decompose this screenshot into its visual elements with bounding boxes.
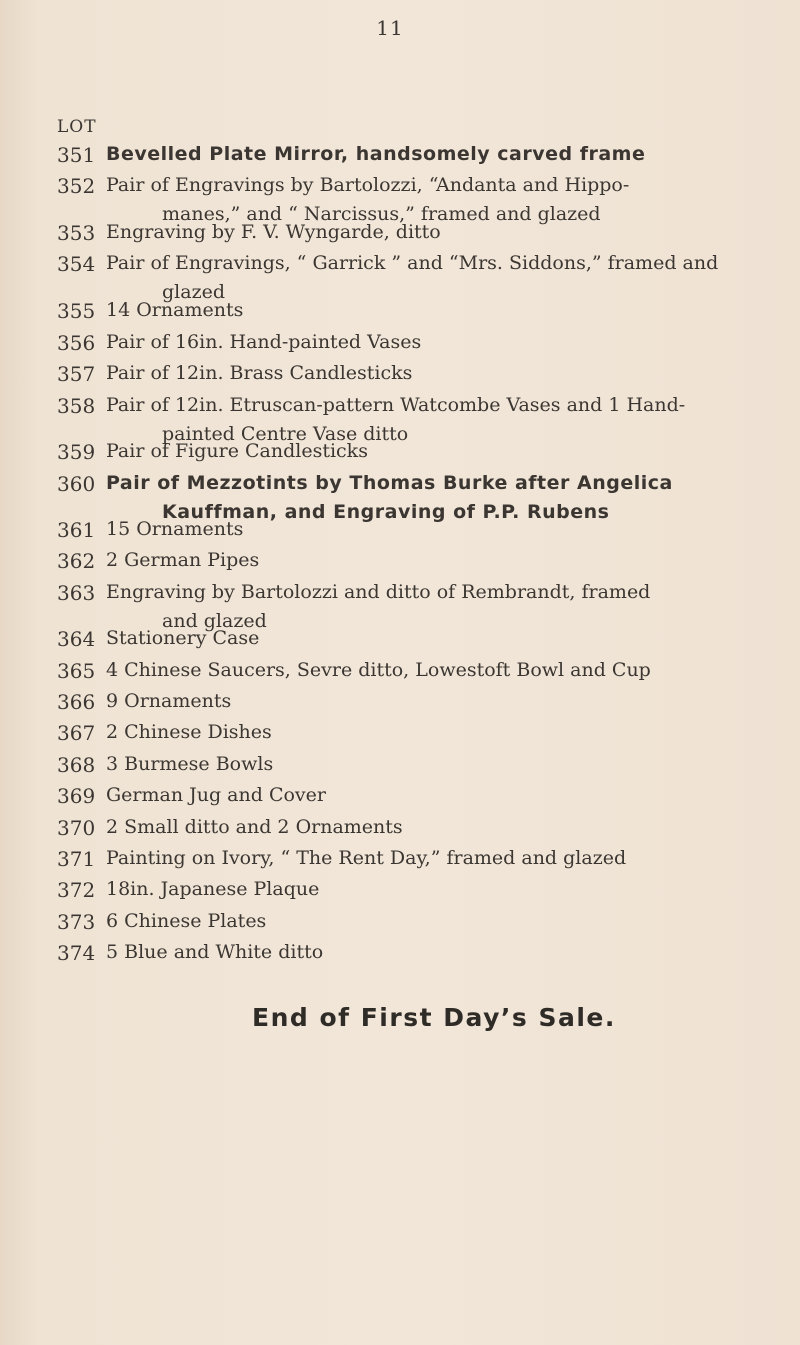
lot-number: 371 [57, 847, 96, 871]
lot-number: 370 [57, 816, 96, 840]
lot-description-line: 2 Small ditto and 2 Ornaments [106, 816, 403, 838]
lot-description-continuation: painted Centre Vase ditto [162, 423, 409, 445]
lot-number: 351 [57, 143, 96, 167]
lot-description-line: Pair of 12in. Brass Candlesticks [106, 362, 413, 384]
lot-description [106, 750, 778, 779]
lot-description-line: 18in. Japanese Plaque [106, 878, 320, 900]
lot-number: 358 [57, 394, 96, 418]
lot-number: 352 [57, 174, 96, 198]
lot-description-line: 2 German Pipes [106, 549, 260, 571]
lot-description [106, 907, 778, 936]
lot-description-continuation: glazed [162, 281, 225, 303]
lot-description-line: Pair of 16in. Hand-painted Vases [106, 331, 422, 353]
lot-description-line: Bevelled Plate Mirror, handsomely carved frame [106, 143, 646, 165]
lot-number: 361 [57, 518, 96, 542]
lot-description [106, 781, 778, 810]
lot-column-heading: LOT [57, 117, 97, 137]
lot-number: 354 [57, 252, 96, 276]
lot-description-line: Pair of Figure Candlesticks [106, 440, 368, 462]
lot-description-line: German Jug and Cover [106, 784, 326, 806]
lot-description [106, 624, 778, 653]
lot-description-line: Pair of Mezzotints by Thomas Burke after Angelica [106, 472, 673, 494]
lot-description-line: Painting on Ivory, “ The Rent Day,” framed and glazed [106, 847, 627, 869]
lot-description [106, 218, 778, 247]
lot-number: 363 [57, 581, 96, 605]
lot-description-continuation: Kauffman, and Engraving of P.P. Rubens [162, 501, 610, 523]
lot-description [106, 844, 778, 873]
lot-number: 366 [57, 690, 96, 714]
end-of-sale-note: End of First Day’s Sale. [252, 1003, 616, 1032]
lot-description [106, 813, 778, 842]
lot-number: 359 [57, 440, 96, 464]
lot-number: 353 [57, 221, 96, 245]
lot-description-continuation: and glazed [162, 610, 267, 632]
lot-number: 368 [57, 753, 96, 777]
lot-number: 362 [57, 549, 96, 573]
lot-number: 355 [57, 299, 96, 323]
lot-description-line: Pair of Engravings, “ Garrick ” and “Mrs. Siddons,” framed and [106, 252, 719, 274]
lot-number: 364 [57, 627, 96, 651]
lot-description-continuation: manes,” and “ Narcissus,” framed and glazed [162, 203, 601, 225]
lot-description-line: 5 Blue and White ditto [106, 941, 324, 963]
lot-number: 373 [57, 910, 96, 934]
lot-description [106, 140, 778, 169]
lot-description-line: 9 Ornaments [106, 690, 232, 712]
lot-description-line: 14 Ornaments [106, 299, 244, 321]
lot-description-line: 6 Chinese Plates [106, 910, 267, 932]
lot-number: 367 [57, 721, 96, 745]
lot-description [106, 328, 778, 357]
lot-description [106, 718, 778, 747]
page-number: 11 [376, 16, 404, 40]
lot-number: 365 [57, 659, 96, 683]
lot-description [106, 687, 778, 716]
lot-description-line: 3 Burmese Bowls [106, 753, 274, 775]
lot-description-line: 2 Chinese Dishes [106, 721, 272, 743]
lot-description-line: Engraving by F. V. Wyngarde, ditto [106, 221, 441, 243]
lot-number: 372 [57, 878, 96, 902]
lot-description [106, 938, 778, 967]
lot-description [106, 875, 778, 904]
lot-description [106, 515, 778, 544]
lot-description [106, 296, 778, 325]
lot-description-line: Pair of 12in. Etruscan-pattern Watcombe Vases and 1 Hand- [106, 394, 686, 416]
lot-description [106, 437, 778, 466]
lot-number: 356 [57, 331, 96, 355]
lot-description-line: Engraving by Bartolozzi and ditto of Rembrandt, framed [106, 581, 651, 603]
lot-number: 369 [57, 784, 96, 808]
lot-number: 360 [57, 472, 96, 496]
lot-description [106, 546, 778, 575]
lot-number: 357 [57, 362, 96, 386]
lot-description-line: 4 Chinese Saucers, Sevre ditto, Lowestoft Bowl and Cup [106, 659, 651, 681]
lot-description [106, 359, 778, 388]
lot-description-line: Stationery Case [106, 627, 260, 649]
lot-description-line: 15 Ornaments [106, 518, 244, 540]
lot-description [106, 656, 778, 685]
lot-number: 374 [57, 941, 96, 965]
lot-description-line: Pair of Engravings by Bartolozzi, “Andanta and Hippo- [106, 174, 630, 196]
